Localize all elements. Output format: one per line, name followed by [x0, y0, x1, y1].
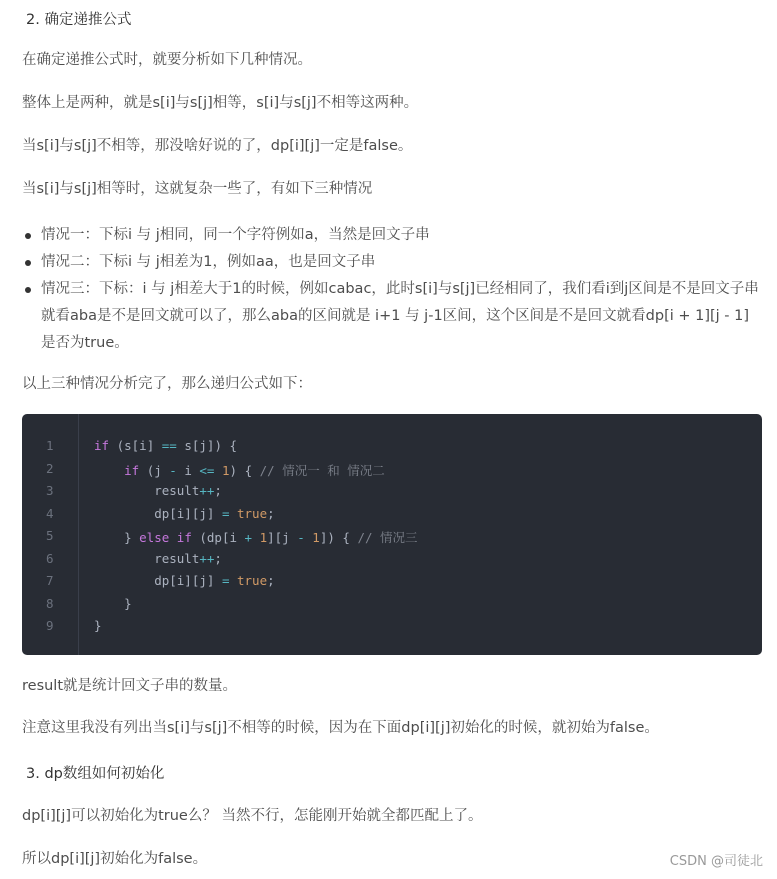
paragraph: 整体上是两种，就是s[i]与s[j]相等，s[i]与s[j]不相等这两种。: [22, 95, 419, 111]
bullet-icon: [25, 233, 31, 239]
paragraph: 以上三种情况分析完了，那么递归公式如下：: [22, 376, 312, 392]
code-line: result++;: [94, 483, 222, 498]
code-line: dp[i][j] = true;: [94, 573, 275, 588]
paragraph: 当s[i]与s[j]不相等，那没啥好说的了，dp[i][j]一定是false。: [22, 138, 413, 154]
paragraph: result就是统计回文子串的数量。: [22, 678, 238, 694]
list-item: 情况二：下标i 与 j相差为1，例如aa，也是回文子串: [22, 249, 762, 276]
bullet-icon: [25, 287, 31, 293]
cases-list: [22, 222, 762, 357]
code-line: }: [94, 595, 132, 611]
code-block[interactable]: [22, 414, 762, 655]
list-item: 情况一：下标i 与 j相同，同一个字符例如a，当然是回文子串: [22, 222, 762, 249]
paragraph: dp[i][j]可以初始化为true么？ 当然不行，怎能刚开始就全都匹配上了。: [22, 808, 483, 824]
section-heading-recurrence: 2. 确定递推公式: [26, 12, 132, 28]
code-line: result++;: [94, 550, 222, 566]
line-number: 3: [46, 483, 54, 498]
line-number: 1: [46, 438, 54, 453]
watermark: CSDN @司徒北: [669, 854, 763, 869]
paragraph: 所以dp[i][j]初始化为false。: [22, 851, 208, 867]
code-line: dp[i][j] = true;: [94, 505, 275, 521]
list-item: 情况三：下标：i 与 j相差大于1的时候，例如cabac，此时s[i]与s[j]已经相同了，我们看i到j区间是不是回文子串就看aba是不是回文就可以了，那么aba的区间就是 i+1 与 j-1区间，这个区间是不是回文就看dp[i + 1][j - 1]是否为true。: [22, 276, 762, 357]
code-line: if (j - i <= 1) { // 情况一 和 情况二: [124, 462, 385, 478]
section-heading-init: 3. dp数组如何初始化: [26, 766, 165, 782]
code-line: if (s[i] == s[j]) {: [94, 438, 238, 453]
paragraph: 在确定递推公式时，就要分析如下几种情况。: [22, 52, 312, 68]
line-number: 2: [46, 460, 54, 476]
line-number: 4: [46, 505, 54, 521]
line-number: 6: [46, 550, 54, 566]
line-number: 5: [46, 528, 54, 543]
line-number: 9: [46, 618, 54, 633]
code-line: } else if (dp[i + 1][j - 1]) { // 情况三: [94, 530, 418, 545]
paragraph: 当s[i]与s[j]相等时，这就复杂一些了，有如下三种情况: [22, 181, 373, 197]
line-number: 7: [46, 573, 54, 588]
line-number: 8: [46, 595, 54, 611]
code-line: }: [94, 618, 102, 633]
paragraph: 注意这里我没有列出当s[i]与s[j]不相等的时候，因为在下面dp[i][j]初始化的时候，就初始为false。: [22, 720, 659, 736]
bullet-icon: [25, 260, 31, 266]
